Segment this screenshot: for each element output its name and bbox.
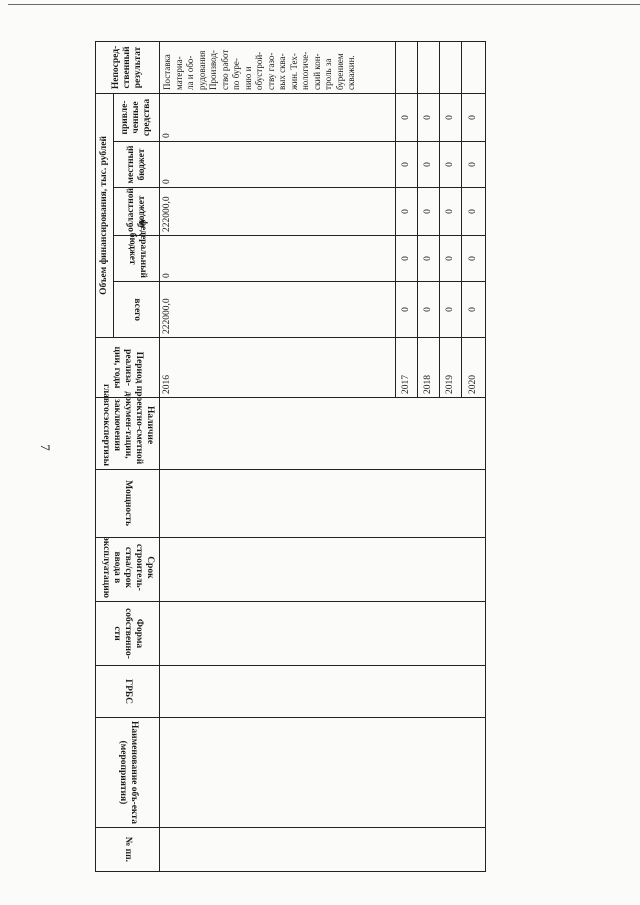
cell-result [440,41,462,93]
page-number: 7 [37,444,53,451]
cell-federal: 0 [440,236,462,282]
table-row [160,41,396,871]
cell-result [418,41,440,93]
cell-construction-period [160,538,486,602]
cell-total: 222000,0 [160,282,396,338]
cell-regional: 222000,0 [160,188,396,236]
col-header-grbs: ГРБС [96,666,160,718]
col-header-docs: Наличие проектно-сметной докумен-тации, заключения главгосэкспертизы [96,398,160,470]
cell-name [160,718,486,828]
col-header-capacity: Мощность [96,470,160,538]
cell-local: 0 [160,142,396,188]
cell-total: 0 [462,282,486,338]
cell-ownership [160,602,486,666]
col-header-period: Период реализа-ции, годы [96,338,160,398]
scan-edge-line [8,4,640,5]
col-header-local: местный бюджет [114,142,160,188]
cell-grbs [160,666,486,718]
cell-local: 0 [440,142,462,188]
cell-capacity [160,470,486,538]
cell-local: 0 [396,142,418,188]
cell-total: 0 [418,282,440,338]
cell-local: 0 [462,142,486,188]
cell-year: 2018 [418,338,440,398]
financing-table-sheet [95,42,485,872]
cell-year: 2016 [160,338,396,398]
cell-attracted: 0 [418,93,440,141]
cell-total: 0 [440,282,462,338]
cell-attracted: 0 [160,93,396,141]
cell-attracted: 0 [440,93,462,141]
col-header-funding-group: Объем финансирования, тыс. рублей [96,93,114,337]
cell-year: 2017 [396,338,418,398]
cell-federal: 0 [418,236,440,282]
cell-result [462,41,486,93]
cell-total: 0 [396,282,418,338]
cell-year: 2019 [440,338,462,398]
cell-local: 0 [418,142,440,188]
cell-regional: 0 [418,188,440,236]
cell-regional: 0 [462,188,486,236]
cell-attracted: 0 [396,93,418,141]
cell-docs [160,398,486,470]
cell-result: Поставка материа- ла и обо- рудования Производ- ство работ по буре- нию и обустрой- ству газо- вых сква- жин. Тех- нологиче- ский кон- троль за бурением скважин. [160,41,396,93]
cell-result [396,41,418,93]
cell-attracted: 0 [462,93,486,141]
cell-regional: 0 [440,188,462,236]
col-header-federal: федеральный бюджет [114,236,160,282]
col-header-attracted: привле-ченные средства [114,93,160,141]
col-header-num: № пп. [96,828,160,872]
col-header-total: всего [114,282,160,338]
col-header-name: Наименование объ-екта (мероприятия) [96,718,160,828]
col-header-result: Непосред-ственный результат [96,41,160,93]
col-header-regional: областной бюджет [114,188,160,236]
cell-regional: 0 [396,188,418,236]
cell-num [160,828,486,872]
cell-federal: 0 [396,236,418,282]
cell-federal: 0 [462,236,486,282]
col-header-construction-period: Срок строитель-ства/срок ввода в эксплуатацию [96,538,160,602]
cell-federal: 0 [160,236,396,282]
financing-table [95,41,486,872]
col-header-ownership: Форма собственно-сти [96,602,160,666]
cell-year: 2020 [462,338,486,398]
